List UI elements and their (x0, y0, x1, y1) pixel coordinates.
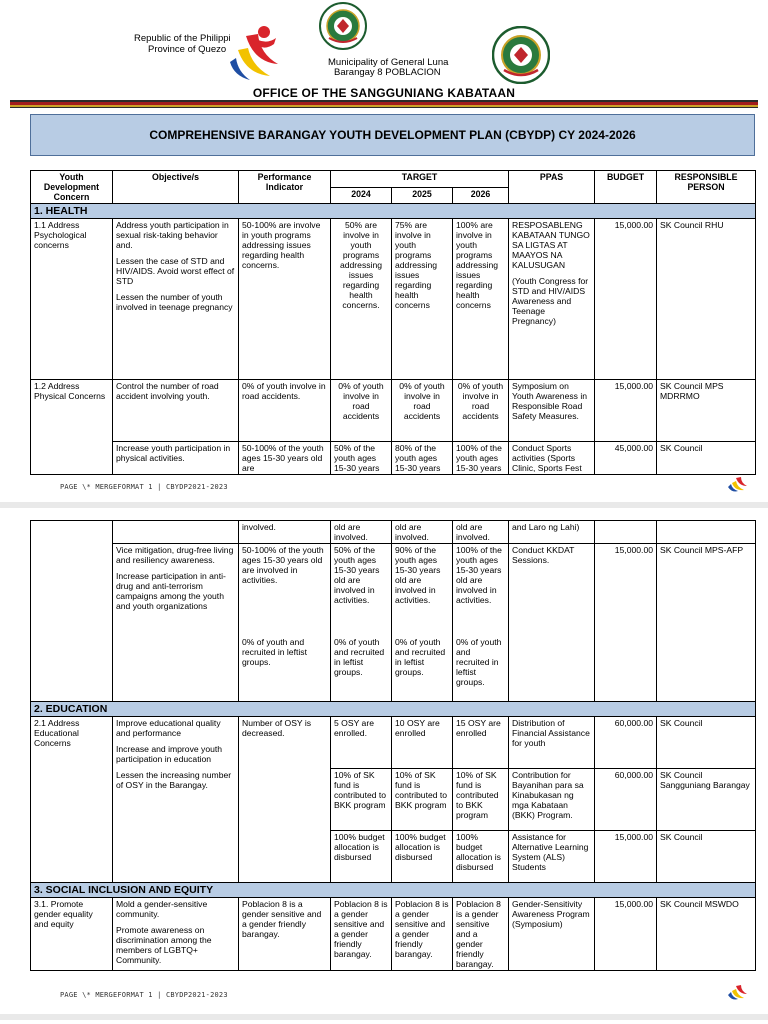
table-row (31, 544, 756, 702)
indicator-cell: Number of OSY is decreased. (239, 717, 331, 883)
ppas-cell: Conduct Sports activities (Sports Clinic, Sports Fest (509, 442, 595, 475)
section-social-inclusion: 3. SOCIAL INCLUSION AND EQUITY (31, 883, 756, 898)
col-indicator: Performance Indicator (239, 171, 331, 204)
col-2026: 2026 (453, 187, 509, 204)
ppas-cell (509, 219, 595, 380)
col-2024: 2024 (331, 187, 392, 204)
target-2024-cell: 0% of youth involve in road accidents (331, 380, 392, 442)
concern-cell: 2.1 Address Educational Concerns (31, 717, 113, 883)
target-2026-cell: 0% of youth involve in road accidents (453, 380, 509, 442)
col-budget: BUDGET (595, 171, 657, 204)
target-2025-cell: 80% of the youth ages 15-30 years (392, 442, 453, 475)
page-footer: PAGE \* MERGEFORMAT 1 | CBYDP2021-2023 (60, 483, 228, 491)
barangay-seal (492, 26, 550, 84)
target-text: 100% of the youth ages 15-30 years old are involved in activities. (456, 545, 502, 605)
budget-cell: 15,000.00 (595, 380, 657, 442)
col-ppas: PPAS (509, 171, 595, 204)
objective-cell (113, 898, 239, 971)
objective-cell (113, 521, 239, 544)
ppas-cell: and Laro ng Lahi) (509, 521, 595, 544)
target-text: 90% of the youth ages 15-30 years old are involved in activities. (395, 545, 441, 605)
footer-logo (726, 475, 748, 493)
concern-cell (31, 521, 113, 702)
responsible-cell: SK Council (657, 442, 756, 475)
target-2025-cell: 10% of SK fund is contributed to BKK program (392, 769, 453, 831)
indicator-cell: involved. (239, 521, 331, 544)
target-2024-cell: 5 OSY are enrolled. (331, 717, 392, 769)
objective-text: Promote awareness on discrimination among the members of LGBTQ+ Community. (116, 925, 212, 965)
plan-title: COMPREHENSIVE BARANGAY YOUTH DEVELOPMENT PLAN (CBYDP) CY 2024-2026 (30, 114, 755, 156)
republic-text: Republic of the Philippi (134, 33, 231, 44)
target-2025-cell (392, 544, 453, 702)
target-2026-cell: old are involved. (453, 521, 509, 544)
budget-cell: 15,000.00 (595, 544, 657, 702)
target-2026-cell: Poblacion 8 is a gender sensitive and a gender friendly barangay. (453, 898, 509, 971)
indicator-cell: 50-100% are involve in youth programs addressing issues regarding health concerns. (239, 219, 331, 380)
responsible-cell: SK Council MPS-AFP (657, 544, 756, 702)
target-2025-cell: 100% budget allocation is disbursed (392, 831, 453, 883)
target-2026-cell: 10% of SK fund is contributed to BKK program (453, 769, 509, 831)
indicator-cell: Poblacion 8 is a gender sensitive and a gender friendly barangay. (239, 898, 331, 971)
objective-cell: Control the number of road accident involving youth. (113, 380, 239, 442)
objective-cell (113, 717, 239, 883)
table-row (31, 219, 756, 380)
col-target: TARGET (331, 171, 509, 188)
budget-cell: 15,000.00 (595, 898, 657, 971)
target-text: 0% of youth and recruited in leftist groups. (456, 637, 502, 687)
objective-cell (113, 544, 239, 702)
barangay-text: Barangay 8 POBLACION (334, 67, 441, 78)
ppas-cell: Conduct KKDAT Sessions. (509, 544, 595, 702)
col-2025: 2025 (392, 187, 453, 204)
ppas-cell: Symposium on Youth Awareness in Responsible Road Safety Measures. (509, 380, 595, 442)
col-objectives: Objective/s (113, 171, 239, 204)
table-row (31, 898, 756, 971)
indicator-text: 0% of youth and recruited in leftist groups. (242, 637, 307, 667)
document-page-1 (0, 0, 768, 502)
section-row (31, 204, 756, 219)
objective-text: Address youth participation in sexual risk-taking behavior and. (116, 220, 229, 250)
ppas-cell: Distribution of Financial Assistance for youth (509, 717, 595, 769)
budget-cell: 15,000.00 (595, 219, 657, 380)
objective-text: Increase and improve youth participation in education (116, 744, 223, 764)
office-title: OFFICE OF THE SANGGUNIANG KABATAAN (252, 86, 516, 100)
target-2024-cell: 50% of the youth ages 15-30 years (331, 442, 392, 475)
header-row (31, 171, 756, 188)
table-row (31, 521, 756, 544)
header-stripes (10, 100, 758, 108)
indicator-cell (239, 544, 331, 702)
objective-text: Lessen the number of youth involved in teenage pregnancy (116, 292, 233, 312)
objective-text: Increase participation in anti-drug and anti-terrorism campaigns among the youth and youth organizations (116, 571, 226, 611)
objective-text: Vice mitigation, drug-free living and resiliency awareness. (116, 545, 234, 565)
ppas-text: (Youth Congress for STD and HIV/AIDS Awareness and Teenage Pregnancy) (512, 276, 589, 326)
ppas-text: RESPOSABLENG KABATAAN TUNGO SA LIGTAS AT MAAYOS NA KALUSUGAN (512, 220, 590, 270)
target-2026-cell: 100% of the youth ages 15-30 years (453, 442, 509, 475)
objective-text: Lessen the increasing number of OSY in the Barangay. (116, 770, 232, 790)
objective-cell: Increase youth participation in physical activities. (113, 442, 239, 475)
budget-cell (595, 521, 657, 544)
concern-cell: 1.1 Address Psychological concerns (31, 219, 113, 380)
footer-logo (726, 983, 748, 1001)
ppas-cell: Contribution for Bayanihan para sa Kinabukasan ng mga Kabataan (BKK) Program. (509, 769, 595, 831)
document-page-3-edge (0, 1020, 768, 1024)
target-2025-cell: old are involved. (392, 521, 453, 544)
target-2025-cell: 10 OSY are enrolled (392, 717, 453, 769)
budget-cell: 15,000.00 (595, 831, 657, 883)
municipality-text: Municipality of General Luna (328, 57, 449, 68)
objective-text: Mold a gender-sensitive community. (116, 899, 208, 919)
responsible-cell: SK Council RHU (657, 219, 756, 380)
responsible-cell: SK Council (657, 831, 756, 883)
target-2024-cell: 100% budget allocation is disbursed (331, 831, 392, 883)
objective-text: Improve educational quality and performance (116, 718, 221, 738)
target-2024-cell (331, 544, 392, 702)
section-health: 1. HEALTH (31, 204, 756, 219)
target-2026-cell: 100% budget allocation is disbursed (453, 831, 509, 883)
col-responsible: RESPONSIBLE PERSON (657, 171, 756, 204)
target-text: 0% of youth and recruited in leftist groups. (395, 637, 446, 677)
target-2025-cell: 0% of youth involve in road accidents (392, 380, 453, 442)
target-2025-cell: 75% are involve in youth programs addressing issues regarding health concerns (392, 219, 453, 380)
target-2025-cell: Poblacion 8 is a gender sensitive and a gender friendly barangay. (392, 898, 453, 971)
target-2024-cell: 50% are involve in youth programs addressing issues regarding health concerns. (331, 219, 392, 380)
document-page-2 (0, 508, 768, 1014)
concern-cell: 1.2 Address Physical Concerns (31, 380, 113, 475)
target-text: 50% of the youth ages 15-30 years old are involved in activities. (334, 545, 380, 605)
municipality-seal (319, 2, 367, 50)
province-text: Province of Quezo (148, 44, 227, 55)
responsible-cell: SK Council Sangguniang Barangay (657, 769, 756, 831)
page-footer: PAGE \* MERGEFORMAT 1 | CBYDP2021-2023 (60, 991, 228, 999)
target-2026-cell: 15 OSY are enrolled (453, 717, 509, 769)
ppas-cell: Gender-Sensitivity Awareness Program (Symposium) (509, 898, 595, 971)
responsible-cell: SK Council (657, 717, 756, 769)
budget-cell: 60,000.00 (595, 769, 657, 831)
indicator-cell: 0% of youth involve in road accidents. (239, 380, 331, 442)
target-2026-cell: 100% are involve in youth programs addressing issues regarding health concerns (453, 219, 509, 380)
target-text: 0% of youth and recruited in leftist groups. (334, 637, 385, 677)
indicator-text: 50-100% of the youth ages 15-30 years old are involved in activities. (242, 545, 324, 585)
concern-cell: 3.1. Promote gender equality and equity (31, 898, 113, 971)
section-education: 2. EDUCATION (31, 702, 756, 717)
col-concern: Youth Development Concern (31, 171, 113, 204)
target-2024-cell: old are involved. (331, 521, 392, 544)
target-2026-cell (453, 544, 509, 702)
sk-logo (224, 22, 286, 84)
budget-cell: 60,000.00 (595, 717, 657, 769)
responsible-cell: SK Council MPS MDRRMO (657, 380, 756, 442)
objective-text: Lessen the case of STD and HIV/AIDS. Avoid worst effect of STD (116, 256, 235, 286)
section-row (31, 702, 756, 717)
indicator-cell: 50-100% of the youth ages 15-30 years old are (239, 442, 331, 475)
plan-table-page-2 (30, 520, 756, 971)
table-row (31, 442, 756, 475)
target-2024-cell: Poblacion 8 is a gender sensitive and a gender friendly barangay. (331, 898, 392, 971)
ppas-cell: Assistance for Alternative Learning System (ALS) Students (509, 831, 595, 883)
table-row (31, 717, 756, 769)
responsible-cell: SK Council MSWDO (657, 898, 756, 971)
responsible-cell (657, 521, 756, 544)
table-row (31, 380, 756, 442)
budget-cell: 45,000.00 (595, 442, 657, 475)
objective-cell (113, 219, 239, 380)
target-2024-cell: 10% of SK fund is contributed to BKK program (331, 769, 392, 831)
plan-table-page-1 (30, 170, 756, 475)
section-row (31, 883, 756, 898)
